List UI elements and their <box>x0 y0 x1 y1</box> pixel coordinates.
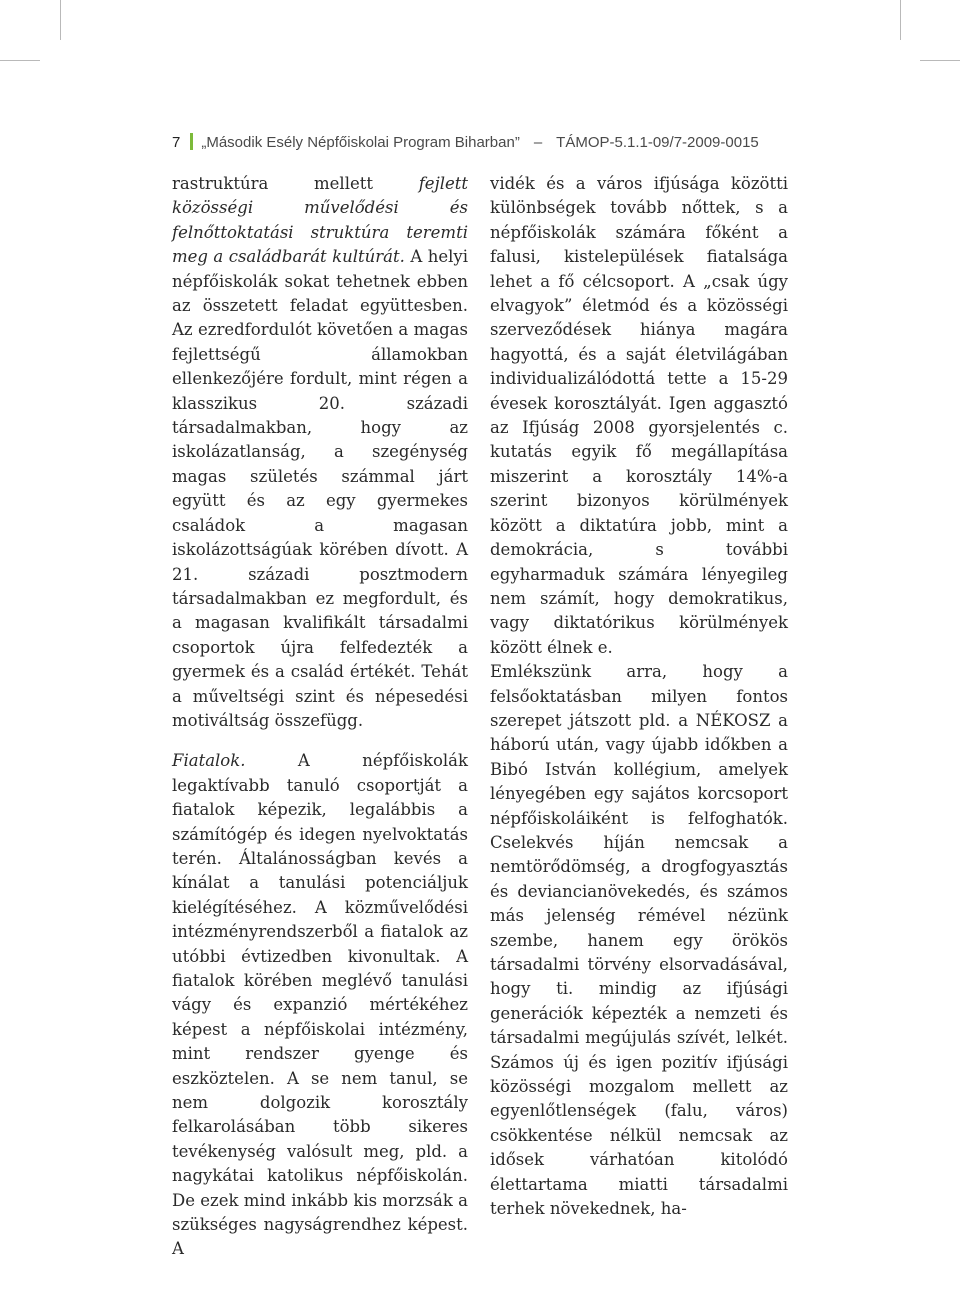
header-separator: – <box>533 134 543 151</box>
emphasis-text: fejlett közösségi művelődési és felnőttoktatási struktúra teremti meg a családbarát kultúrát. <box>172 174 468 267</box>
crop-mark <box>920 60 960 61</box>
text-run: rastruktúra mellett <box>172 174 419 193</box>
section-lead: Fiatalok. <box>172 751 246 771</box>
right-column <box>490 172 788 1221</box>
paragraph: Emlékszünk arra, hogy a felsőoktatásban milyen fontos szerepet játszott pld. a NÉKOSZ a háború után, vagy újabb időkben a Bibó István kollégium, amelyek lényegében egy sajátos korcsoport népfőiskoláiként is felfoghatók. Cselekvés híján nemcsak a nemtörődömség, a drogfogyasztás és deviancianövekedés, és számos más jelenség rémével nézünk szembe, hanem egy örökös társadalmi törvény elsorvadásával, hogy ti. mindig az ifjúsági generációk képezték a nemzeti és társadalmi megújulás szívét, lelkét. Számos új és igen pozitív ifjúsági közösségi mozgalom mellett az egyenlőtlenségek (falu, város) csökkentése nélkül nemcsak az idősek várhatóan kitolódó élettartama miatti társadalmi terhek növekednek, ha- <box>490 662 788 1219</box>
header-accent-bar <box>190 133 193 150</box>
header-title: „Második Esély Népfőiskolai Program Biharban” <box>201 134 520 151</box>
paragraph: vidék és a város ifjúsága közötti különbségek tovább nőttek, s a népfőiskolák számára főként a falusi, kistelepülések fiatalsága lehet a fő célcsoport. A „csak úgy elvagyok” életmód és a közösségi szerveződések hiánya magára hagyottá, és a saját életvilágában individualizálódottá tette a 15-29 évesek korosztályát. Igen aggasztó az Ifjúság 2008 gyorsjelentés c. kutatás egyik fő megállapítása miszerint a korosztály 14%-a szerint bizonyos körülmények között a diktatúra jobb, mint a demokrácia, s további egyharmaduk számára lényegileg nem számít, hogy demokratikus, vagy diktatórikus körülmények között élnek e. <box>490 174 788 657</box>
paragraph <box>172 172 468 733</box>
header-code: TÁMOP-5.1.1-09/7-2009-0015 <box>556 134 759 151</box>
running-header <box>172 132 792 154</box>
crop-mark <box>0 60 40 61</box>
crop-mark <box>60 0 61 40</box>
left-column <box>172 172 468 1262</box>
text-run: A helyi népfőiskolák sokat tehetnek ebben az összetett feladat együttesben. Az ezredfordulót követően a magas fejlettségű államokban ellenkezőjére fordult, mint régen a klasszikus 20. századi társadalmakban, hogy az iskolázatlanság, a szegénység magas születés számmal járt együtt és az egy gyermekes családok a magasan iskolázottságúak körében dívott. A 21. századi posztmodern társadalmakban ez megfordult, és a magasan kvalifikált társadalmi csoportok újra felfedezték a gyermek és a család értékét. Tehát a műveltségi szint és népesedési motiváltság összefügg. <box>172 247 468 730</box>
crop-mark <box>900 0 901 40</box>
text-run: A népfőiskolák legaktívabb tanuló csoportját a fiatalok képezik, legalábbis a számítógép és idegen nyelvoktatás terén. Általánosságban kevés a kínálat a tanulási potenciáljuk kielégítéséhez. A közművelődési intézményrendszerből a fiatalok az utóbbi évtizedben kivonultak. A fiatalok körében meglévő tanulási vágy és expanzió mértékéhez képest a népfőiskolai intézmény, mint rendszer gyenge és eszköztelen. A se nem tanul, se nem dolgozik korosztály felkarolásában több sikeres tevékenység valósult meg, pld. a nagykátai katolikus népfőiskolán. De ezek mind inkább kis morzsák a szükséges nagyságrendhez képest. A <box>172 751 468 1259</box>
paragraph <box>172 749 468 1262</box>
page-number: 7 <box>172 134 181 151</box>
